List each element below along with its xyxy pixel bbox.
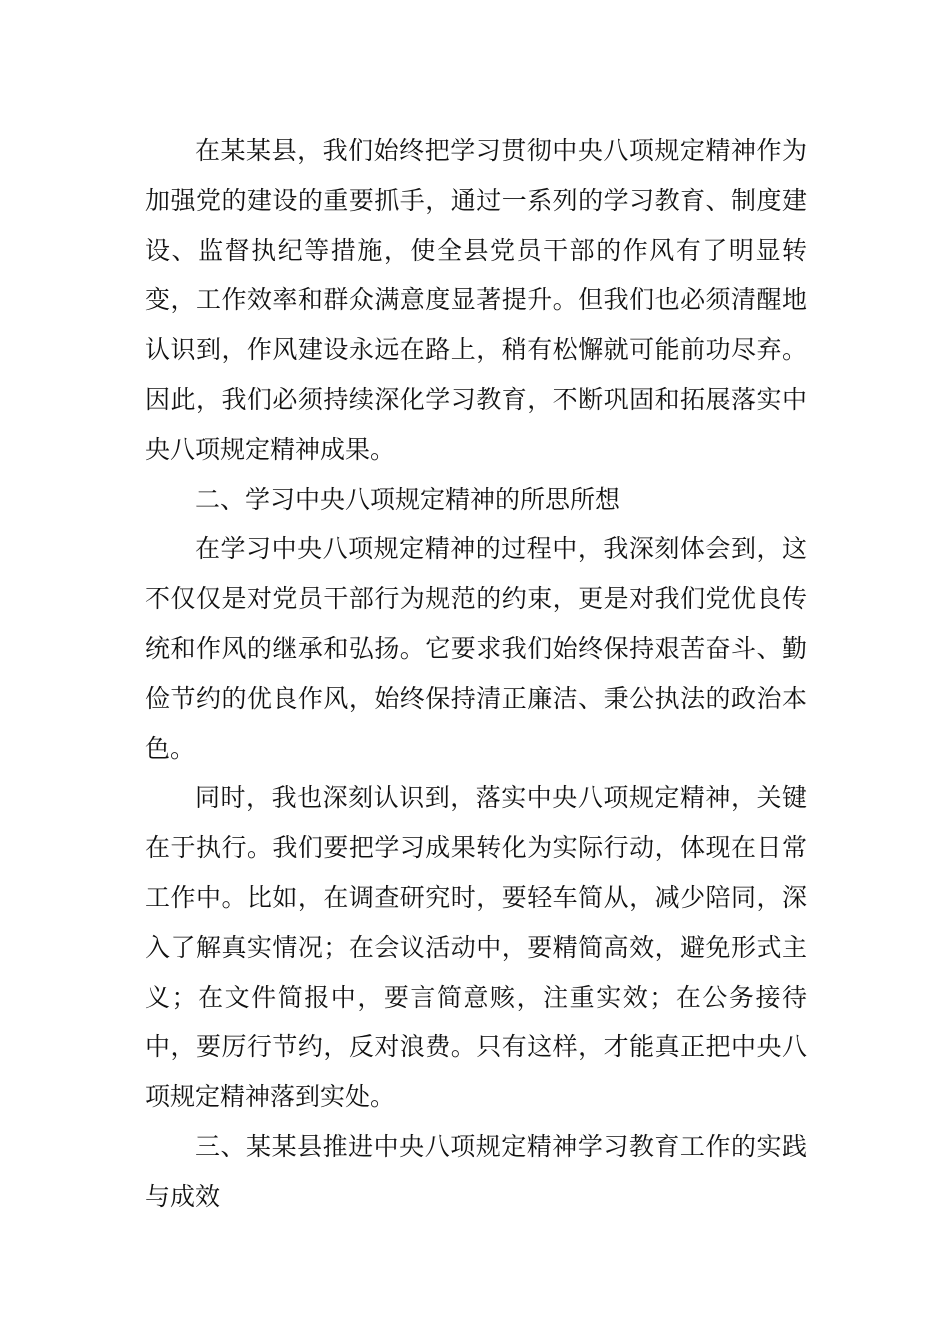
document-body [145,126,807,1222]
section-heading-two: 二、学习中央八项规定精神的所思所想 [195,484,621,514]
paragraph-execution: 同时，我也深刻认识到，落实中央八项规定精神，关键在于执行。我们要把学习成果转化为实际行动，体现在日常工作中。比如，在调查研究时，要轻车简从，减少陪同，深入了解真实情况；在会议活动中，要精简高效，避免形式主义；在文件简报中，要言简意赅，注重实效；在公务接待中，要厉行节约，反对浪费。只有这样，才能真正把中央八项规定精神落到实处。 [145,783,807,1112]
paragraph-county-summary: 在某某县，我们始终把学习贯彻中央八项规定精神作为加强党的建设的重要抓手，通过一系列的学习教育、制度建设、监督执纪等措施，使全县党员干部的作风有了明显转变，工作效率和群众满意度显著提升。但我们也必须清醒地认识到，作风建设永远在路上，稍有松懈就可能前功尽弃。因此，我们必须持续深化学习教育，不断巩固和拓展落实中央八项规定精神成果。 [145,136,807,464]
paragraph-reflection: 在学习中央八项规定精神的过程中，我深刻体会到，这不仅仅是对党员干部行为规范的约束，更是对我们党优良传统和作风的继承和弘扬。它要求我们始终保持艰苦奋斗、勤俭节约的优良作风，始终保持清正廉洁、秉公执法的政治本色。 [145,534,807,763]
section-heading-three: 三、某某县推进中央八项规定精神学习教育工作的实践与成效 [145,1131,807,1211]
